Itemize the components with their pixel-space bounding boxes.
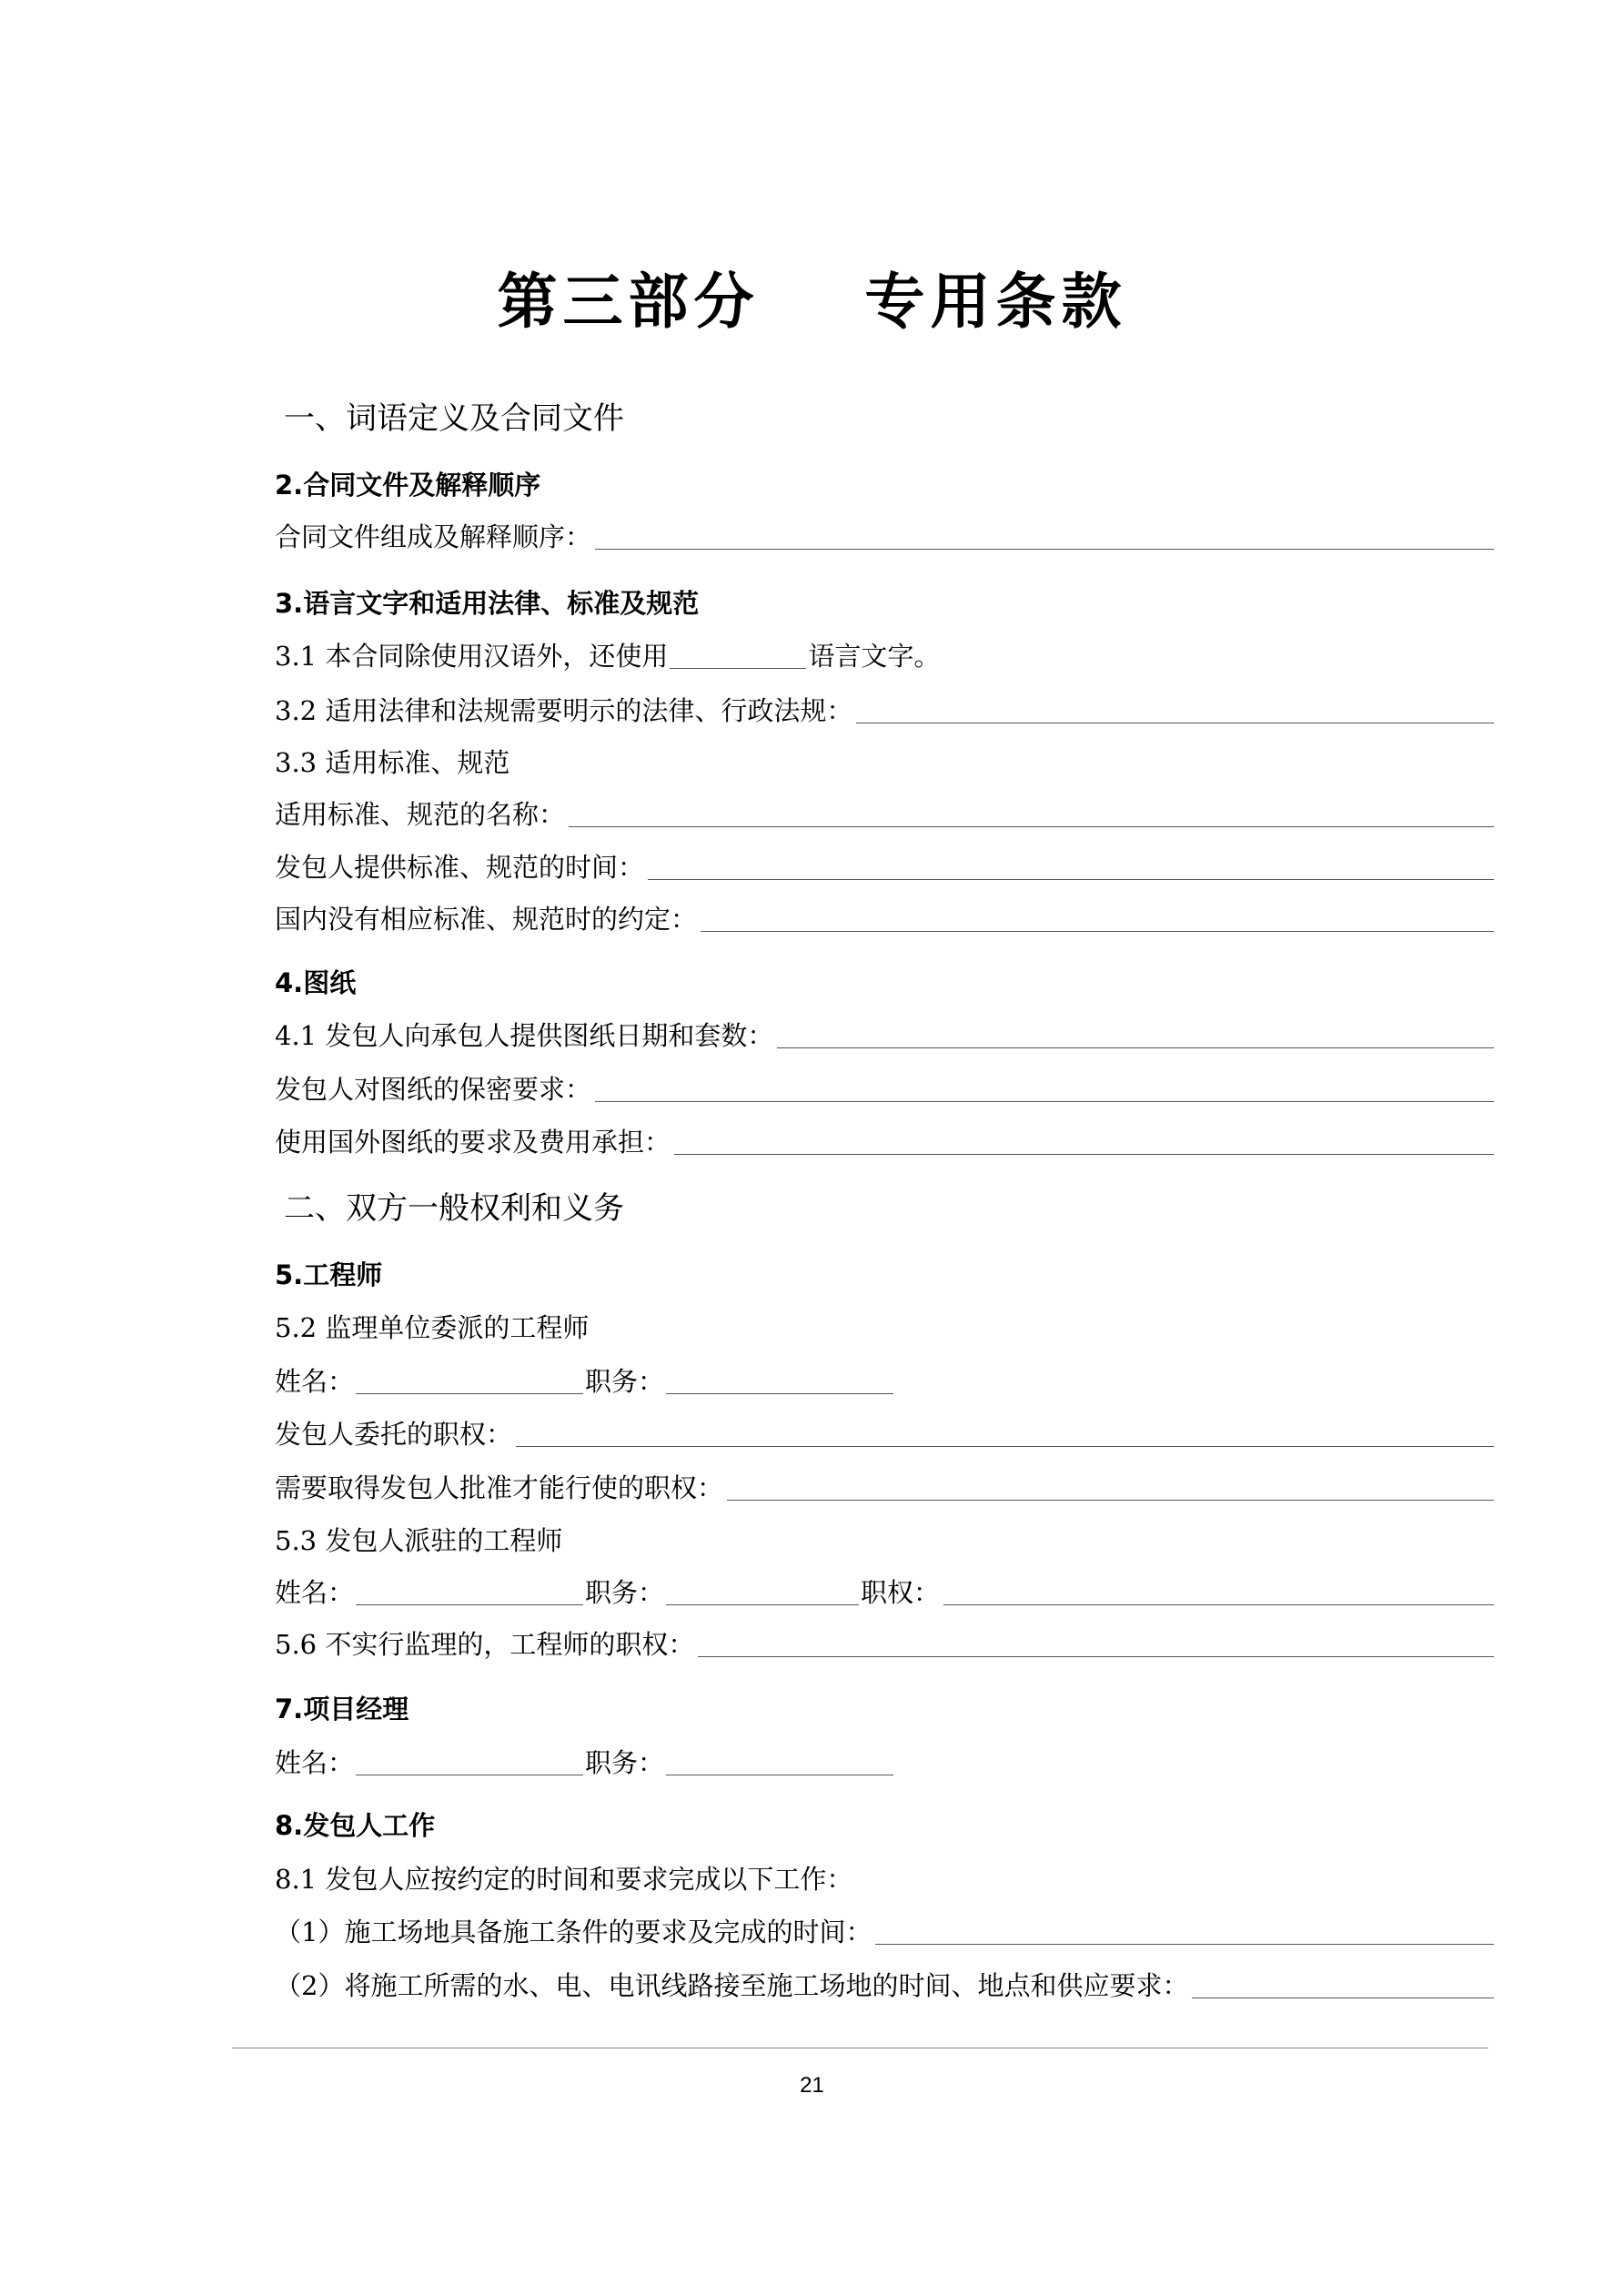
field-row [275,1412,1494,1452]
field-row [275,1014,1494,1054]
blank-field[interactable] [777,1047,1494,1048]
field-row [275,1741,1494,1781]
field-label: 3.2 适用法律和法规需要明示的法律、行政法规： [275,695,853,726]
blank-field[interactable] [595,1101,1494,1102]
section-heading-2: 二、双方一般权利和义务 [284,1190,624,1227]
field-label: 适用标准、规范的名称： [275,799,566,830]
field-label: 4.1 发包人向承包人提供图纸日期和套数： [275,1020,774,1051]
duty-label: 职务： [585,1577,665,1608]
power-label: 职权： [861,1577,941,1608]
subclause-text: 5.3 发包人派驻的工程师 [275,1525,563,1556]
clause-heading-8: 8.发包人工作 [275,1810,436,1841]
blank-field[interactable] [648,879,1494,880]
subclause-text: 8.1 发包人应按约定的时间和要求完成以下工作： [275,1864,853,1895]
clause-heading-2: 2.合同文件及解释顺序 [275,470,541,501]
field-row [275,897,1494,937]
subclause-text: 5.2 监理单位委派的工程师 [275,1312,590,1343]
clause-heading-5: 5.工程师 [275,1259,383,1290]
field-label: 国内没有相应标准、规范时的约定： [275,904,698,935]
field-label: 3.1 本合同除使用汉语外，还使用 [275,641,669,672]
clause-heading-3: 3.语言文字和适用法律、标准及规范 [275,588,700,619]
duty-label: 职务： [585,1366,665,1397]
blank-field[interactable] [701,931,1494,932]
name-label: 姓名： [275,1747,355,1778]
field-row [275,1466,1494,1506]
field-label: 发包人提供标准、规范的时间： [275,852,645,883]
field-label: 使用国外图纸的要求及费用承担： [275,1127,671,1158]
blank-field[interactable] [595,549,1494,550]
duty-label: 职务： [585,1747,665,1778]
field-row [275,515,1494,555]
field-row [275,689,1494,729]
field-label: 发包人对图纸的保密要求： [275,1074,592,1105]
field-row [275,793,1494,833]
field-label: （1）施工场地具备施工条件的要求及完成的时间： [275,1917,873,1947]
name-field[interactable] [356,1604,583,1605]
field-row [275,1360,1494,1400]
blank-field[interactable] [698,1656,1494,1657]
field-row [275,1910,1494,1950]
field-label: 5.6 不实行监理的，工程师的职权： [275,1629,695,1660]
field-row [275,1120,1494,1160]
field-row [275,1964,1494,2004]
page-title: 第三部分 专用条款 [497,267,1127,337]
subclause-text: 3.3 适用标准、规范 [275,747,510,778]
clause-heading-4: 4.图纸 [275,967,357,998]
field-label: 需要取得发包人批准才能行使的职权： [275,1472,724,1503]
name-label: 姓名： [275,1366,355,1397]
section-heading-1: 一、词语定义及合同文件 [284,400,624,437]
name-field[interactable] [356,1393,583,1394]
duty-field[interactable] [666,1604,859,1605]
blank-field[interactable] [516,1446,1494,1447]
field-row [275,1571,1494,1611]
duty-field[interactable] [666,1393,893,1394]
blank-field[interactable] [875,1944,1494,1945]
blank-field[interactable] [670,668,806,669]
clause-heading-7: 7.项目经理 [275,1694,409,1725]
name-label: 姓名： [275,1577,355,1608]
field-row [275,1623,1494,1663]
page-number: 21 [800,2073,824,2098]
field-row [275,845,1494,885]
field-row [275,1067,1494,1108]
field-label: 发包人委托的职权： [275,1419,513,1450]
blank-field[interactable] [674,1154,1494,1155]
blank-field[interactable] [569,826,1494,827]
field-row [275,634,1494,674]
field-label: 语言文字。 [808,641,941,672]
power-field[interactable] [943,1604,1494,1605]
field-label: （2）将施工所需的水、电、电讯线路接至施工场地的时间、地点和供应要求： [275,1970,1189,2001]
blank-field[interactable] [727,1500,1494,1501]
field-label: 合同文件组成及解释顺序： [275,521,592,552]
